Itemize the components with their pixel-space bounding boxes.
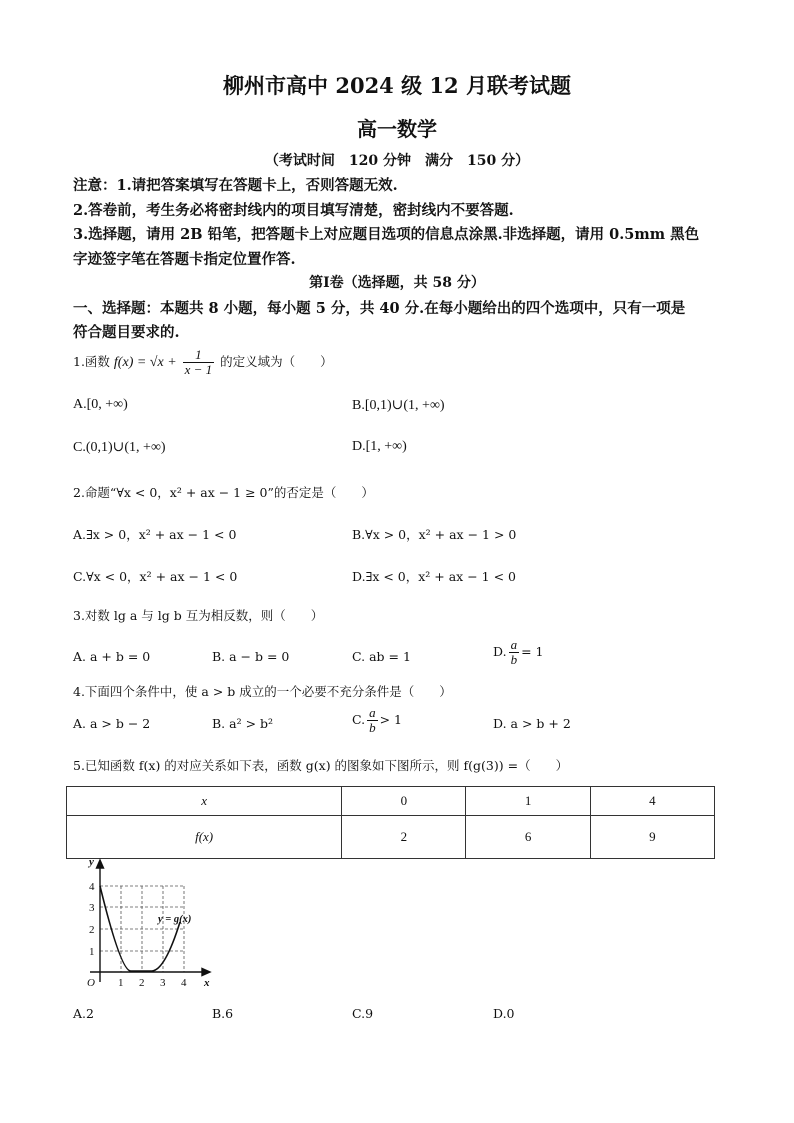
q2-option-a: A.∃x > 0，x² + ax − 1 < 0: [73, 527, 237, 542]
origin-label: O: [87, 977, 95, 989]
question-2-stem: 2.命题“∀x < 0，x² + ax − 1 ≥ 0”的否定是（ ）: [73, 485, 374, 500]
q4-c-suffix: > 1: [379, 712, 402, 727]
q3-d-den: b: [510, 652, 518, 667]
graph-grid: [100, 886, 184, 972]
section-desc-2: 符合题目要求的.: [73, 324, 180, 341]
q1-option-a: A.[0, +∞): [73, 397, 128, 412]
y-tick-label: 1: [89, 946, 95, 958]
y-axis-label: y: [89, 856, 94, 868]
table-cell: x: [67, 787, 342, 816]
q5-option-d: D.0: [493, 1006, 515, 1021]
q4-c-prefix: C.: [352, 712, 366, 727]
y-tick-label: 2: [89, 924, 95, 936]
question-1-stem: [73, 348, 333, 377]
q3-option-b: B. a − b = 0: [212, 649, 290, 664]
q5-option-c: C.9: [352, 1006, 374, 1021]
table-cell: 2: [342, 816, 466, 859]
x-tick-label: 3: [160, 977, 166, 989]
y-tick-label: 3: [89, 902, 95, 914]
q1-prefix: 1.函数: [73, 354, 110, 369]
table-cell: 6: [466, 816, 590, 859]
q1-suffix: 的定义域为（ ）: [220, 354, 333, 369]
note-line-1: 注意：1.请把答案填写在答题卡上，否则答题无效.: [73, 177, 398, 194]
q4-option-a: A. a > b − 2: [73, 716, 151, 731]
table-cell: 1: [466, 787, 590, 816]
note-line-3a: 3.选择题，请用 2B 铅笔，把答题卡上对应题目选项的信息点涂黑.非选择题，请用 0.5mm 黑色: [73, 226, 700, 243]
curve-label: y = g(x): [158, 914, 192, 925]
q3-option-d: [493, 638, 543, 667]
question-4-stem: 4.下面四个条件中，使 a > b 成立的一个必要不充分条件是（ ）: [73, 684, 452, 699]
x-tick-label: 2: [139, 977, 145, 989]
q4-c-den: b: [369, 720, 376, 735]
graph-axes: [90, 860, 210, 982]
q2-option-d: D.∃x < 0，x² + ax − 1 < 0: [352, 569, 516, 584]
y-tick-label: 4: [89, 881, 95, 893]
q2-option-b: B.∀x > 0，x² + ax − 1 > 0: [352, 527, 517, 542]
q3-d-suffix: = 1: [521, 644, 544, 659]
q4-option-d: D. a > b + 2: [493, 716, 571, 731]
x-tick-label: 4: [181, 977, 187, 989]
q1-frac-den: x − 1: [184, 362, 213, 377]
table-row: [67, 787, 715, 816]
q1-option-d: D.[1, +∞): [352, 439, 407, 454]
x-axis-label: x: [204, 977, 210, 989]
table-cell: 0: [342, 787, 466, 816]
q1-function: f(x) = √x +: [113, 355, 177, 370]
q5-option-a: A.2: [73, 1006, 94, 1021]
q3-d-fraction: [509, 638, 520, 667]
section-desc-1: 一、选择题：本题共 8 小题，每小题 5 分，共 40 分.在每小题给出的四个选项中，只有一项是: [73, 300, 686, 317]
section-title: 第Ⅰ卷（选择题，共 58 分）: [309, 275, 485, 291]
q3-option-c: C. ab = 1: [352, 649, 411, 664]
table-cell: f(x): [67, 816, 342, 859]
q3-option-a: A. a + b = 0: [73, 649, 151, 664]
q1-option-b: B.[0,1)∪(1, +∞): [352, 398, 445, 413]
q4-option-c: [352, 706, 402, 735]
q4-option-b: B. a² > b²: [212, 716, 274, 731]
note-line-3b: 字迹签字笔在答题卡指定位置作答.: [73, 251, 296, 268]
q1-frac-num: 1: [183, 348, 215, 363]
table-cell: 9: [590, 816, 714, 859]
note-line-2: 2.答卷前，考生务必将密封线内的项目填写清楚，密封线内不要答题.: [73, 202, 514, 219]
question-5-stem: 5.已知函数 f(x) 的对应关系如下表，函数 g(x) 的图象如下图所示，则 f(g(3)) =（ ）: [73, 758, 569, 773]
q4-c-num: a: [369, 705, 376, 720]
q5-option-b: B.6: [212, 1006, 234, 1021]
exam-info: （考试时间 120 分钟 满分 150 分）: [264, 153, 530, 169]
q2-option-c: C.∀x < 0，x² + ax − 1 < 0: [73, 569, 238, 584]
g-function-graph: [70, 852, 220, 992]
x-tick-label: 1: [118, 977, 124, 989]
table-cell: 4: [590, 787, 714, 816]
g-curve: [100, 886, 180, 971]
q1-option-c: C.(0,1)∪(1, +∞): [73, 440, 166, 455]
q3-d-prefix: D.: [493, 644, 507, 659]
subject-title: 高一数学: [357, 117, 437, 141]
q4-c-fraction: [367, 706, 378, 735]
q1-fraction: [183, 348, 215, 377]
exam-title: 柳州市高中 2024 级 12 月联考试题: [223, 73, 571, 98]
question-3-stem: 3.对数 lg a 与 lg b 互为相反数，则（ ）: [73, 608, 324, 623]
function-table: [66, 786, 715, 859]
q3-d-num: a: [510, 637, 518, 652]
